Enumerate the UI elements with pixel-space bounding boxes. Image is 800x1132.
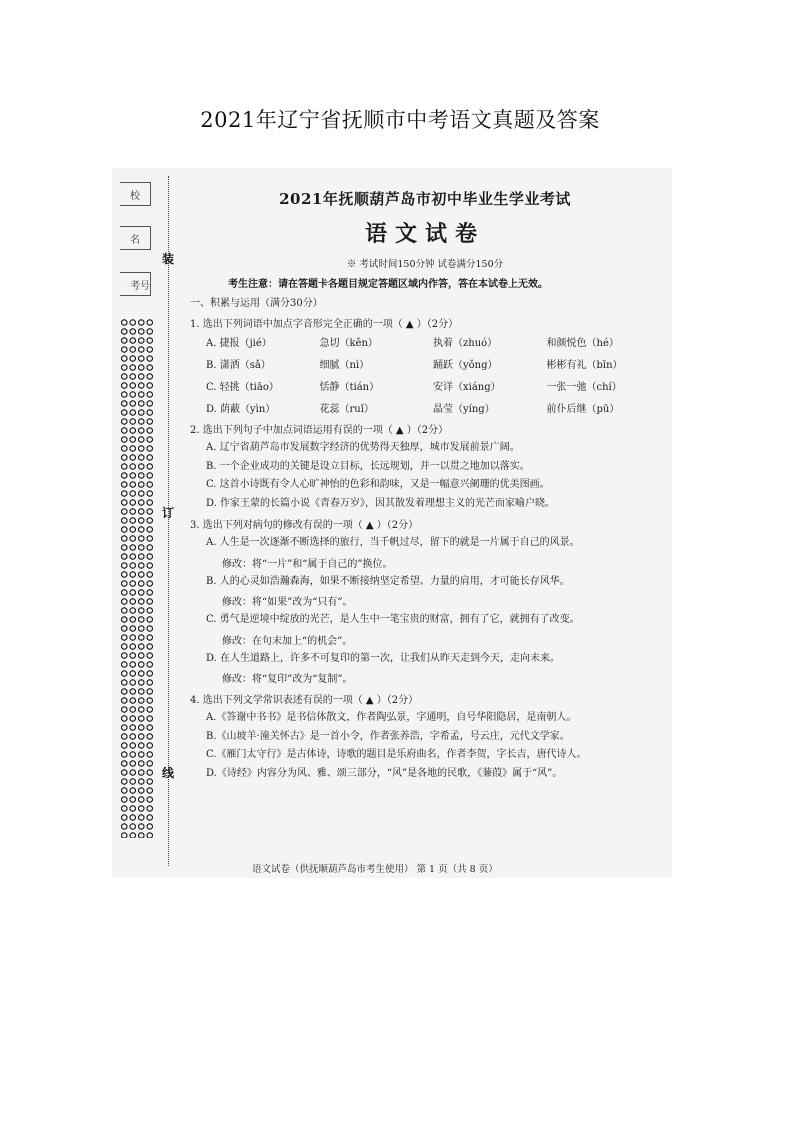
- bind-mark-ding: 订: [162, 506, 175, 520]
- q4-option: B.《山坡羊·潼关怀古》是一首小令，作者张养浩，字希孟，号云庄，元代文学家。: [206, 730, 570, 742]
- q3-option: D. 在人生道路上，许多不可复印的第一次，让我们从昨天走到今天，走向未来。: [206, 652, 561, 664]
- exam-content: [190, 186, 660, 785]
- q1-option: 恬静（tián）: [319, 382, 380, 393]
- q1-option: D. 荫蔽（yìn）: [206, 404, 276, 415]
- q1-option: 细腻（nì）: [319, 360, 370, 371]
- q3-modification: 修改：将“复印”改为“复制”。: [222, 674, 353, 685]
- name-box-label: 名: [130, 235, 140, 246]
- q1-option: 一张一弛（chí）: [546, 382, 622, 393]
- q3-modification: 修改：将“一片”和“属于自己的”换位。: [222, 558, 393, 570]
- q1-option: C. 轻挑（tiāo）: [206, 382, 279, 393]
- question-2-stem: 2. 选出下列句子中加点词语运用有误的一项（ ▲ ）（2分）: [190, 425, 449, 436]
- q1-option: 急切（kěn）: [319, 338, 378, 349]
- q3-modification: 修改：将“如果”改为“只有”。: [222, 597, 353, 608]
- q2-option: A. 辽宁省葫芦岛市发展数字经济的优势得天独厚，城市发展前景广阔。: [206, 442, 520, 453]
- bind-mark-xian: 线: [162, 766, 175, 780]
- q3-option: C. 勇气是逆境中绽放的光芒，是人生中一笔宝贵的财富，拥有了它，就拥有了改变。: [206, 614, 580, 625]
- q1-option: 执着（zhuó）: [433, 338, 498, 349]
- school-box: [120, 182, 151, 206]
- question-3-stem: 3. 选出下列对病句的修改有误的一项（ ▲ ）（2分）: [190, 520, 419, 531]
- exam-number-box-label: 考号: [130, 281, 150, 292]
- q1-option: 踊跃（yǒng）: [433, 360, 498, 371]
- page-footer: 语文试卷（供抚顺葫芦岛市考生使用） 第 1 页（共 8 页）: [252, 864, 498, 875]
- q1-option: A. 捷报（jié）: [206, 338, 272, 349]
- subject-title: 语文试卷: [364, 221, 485, 247]
- q3-option: A. 人生是一次逐渐不断选择的旅行，当千帆过尽，留下的就是一片属于自己的风景。: [206, 537, 580, 548]
- q1-option: 彬彬有礼（bīn）: [546, 360, 623, 371]
- perforation-holes: [120, 318, 154, 838]
- question-4-stem: 4. 选出下列文学常识表述有误的一项（ ▲ ）（2分）: [190, 695, 419, 706]
- exam-scan-image: [112, 168, 672, 878]
- section-title: 一、积累与运用（满分30分）: [190, 298, 323, 309]
- q1-option: 安详（xiáng）: [433, 382, 501, 393]
- binding-dotted-line: [168, 176, 169, 866]
- exam-info: ※ 考试时间150分钟 试卷满分150分: [346, 259, 504, 270]
- page-title: 2021年辽宁省抚顺市中考语文真题及答案: [200, 108, 600, 132]
- name-box: [120, 226, 151, 250]
- exam-title: 2021年抚顺葫芦岛市初中毕业生学业考试: [279, 190, 571, 208]
- q4-option: D.《诗经》内容分为风、雅、颂三部分，“风”是各地的民歌，《蒹葭》属于“风”。: [206, 767, 563, 779]
- question-1-stem: 1. 选出下列词语中加点字音形完全正确的一项（ ▲ ）（2分）: [190, 319, 459, 330]
- exam-notice: 考生注意：请在答题卡各题目规定答题区域内作答，答在本试卷上无效。: [228, 279, 548, 290]
- question-1-options: [206, 334, 660, 415]
- exam-number-box: [120, 272, 151, 296]
- q1-option: B. 潇洒（sǎ）: [206, 360, 271, 371]
- q2-option: C. 这首小诗既有令人心旷神怡的色彩和韵味，又是一幅意兴阑珊的优美图画。: [206, 479, 550, 490]
- bind-mark-zhuang: 装: [162, 252, 175, 266]
- q4-option: C.《雁门太守行》是古体诗，诗歌的题目是乐府曲名，作者李贺，字长吉，唐代诗人。: [206, 749, 587, 760]
- q2-option: B. 一个企业成功的关键是设立目标，长远规划，并一以贯之地加以落实。: [206, 460, 530, 472]
- q1-option: 前仆后继（pū）: [546, 404, 620, 415]
- q3-modification: 修改：在句末加上“的机会”。: [222, 635, 353, 647]
- q2-option: D. 作家王蒙的长篇小说《青春万岁》，因其散发着理想主义的光芒而家喻户晓。: [206, 497, 556, 509]
- binding-margin: [112, 168, 168, 878]
- q1-option: 花蕊（ruǐ）: [319, 404, 374, 415]
- q1-option: 晶莹（yíng）: [433, 404, 495, 415]
- q1-option: 和颜悦色（hé）: [546, 338, 619, 349]
- q3-option: B. 人的心灵如浩瀚森海，如果不断接纳坚定希望、力量的肩用，才可能长存风华。: [206, 575, 570, 587]
- school-box-label: 校: [130, 191, 140, 202]
- q4-option: A.《答谢中书书》是书信体散文，作者陶弘景，字通明，自号华阳隐居，是南朝人。: [206, 712, 577, 723]
